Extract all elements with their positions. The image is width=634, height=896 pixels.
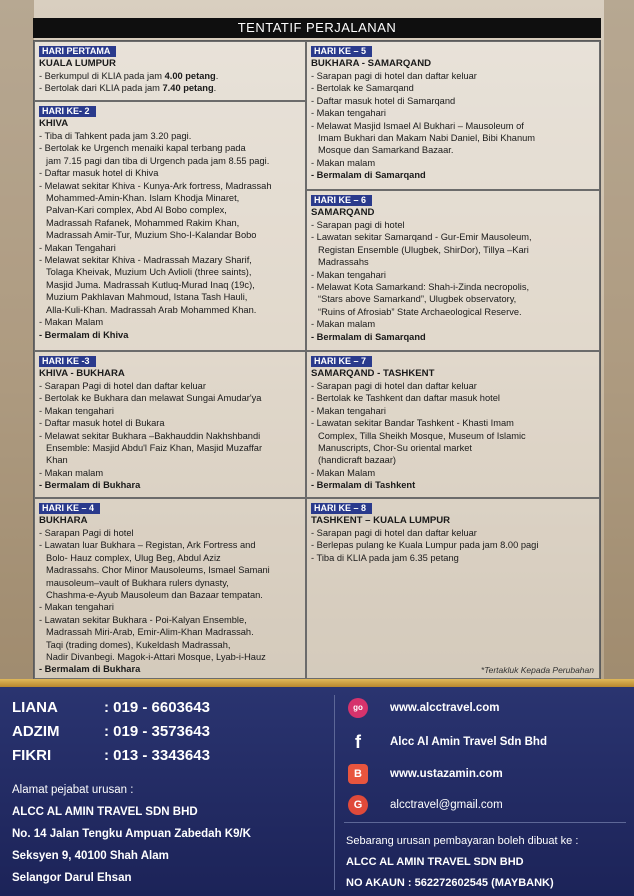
itinerary-line xyxy=(39,539,301,551)
line-text: Madrassah Amir-Tur, Muzium Sho-I-Kalandar Bobo xyxy=(46,230,257,241)
social-text[interactable]: www.ustazamin.com xyxy=(390,768,503,780)
itinerary-line xyxy=(39,663,301,675)
day-cell xyxy=(34,101,306,351)
line-text: - Bertolak dari KLIA pada jam xyxy=(39,83,163,94)
day-cell xyxy=(306,190,600,351)
itinerary-line xyxy=(39,155,301,167)
disclaimer-note: *Tertakluk Kepada Perubahan xyxy=(480,665,594,675)
line-text: - Bertolak ke Urgench menaiki kapal terbang pada xyxy=(39,143,246,154)
address-label: Alamat pejabat urusan : xyxy=(12,784,134,796)
itinerary-line xyxy=(39,442,301,454)
itinerary-line xyxy=(311,405,595,417)
itinerary-grid xyxy=(33,40,601,680)
itinerary-line xyxy=(311,82,595,94)
itinerary-line xyxy=(39,204,301,216)
line-text: - Makan Malam xyxy=(39,317,104,328)
line-text: Madrassah Rafanek, Mohammed Rakim Khan, xyxy=(46,217,240,228)
line-text: - Lawatan sekitar Samarqand - Gur-Emir Mausoleum, xyxy=(311,232,532,243)
line-text: Chashma-e-Ayub Mausoleum dan Bazaar tempatan. xyxy=(46,590,263,601)
social-text[interactable]: www.alcctravel.com xyxy=(390,702,500,714)
itinerary-line xyxy=(39,279,301,291)
day-cell xyxy=(34,351,306,498)
line-text: - Melawat sekitar Khiva - Kunya-Ark fortress, Madrassah xyxy=(39,180,272,191)
page-title: TENTATIF PERJALANAN xyxy=(33,18,601,38)
line-text: Madrassahs xyxy=(318,257,369,268)
day-destination: KHIVA xyxy=(39,118,69,129)
payment-label: Sebarang urusan pembayaran boleh dibuat ke : xyxy=(346,835,579,847)
itinerary-line xyxy=(311,467,595,479)
itinerary-line xyxy=(39,304,301,316)
line-bold: - Bermalam di Bukhara xyxy=(39,480,141,491)
line-text: Madrassah Miri-Arab, Emir-Alim-Khan Madrassah. xyxy=(46,627,254,638)
contact-name: ADZIM xyxy=(12,723,60,740)
line-text: Tolaga Kheivak, Muzium Uch Avlioli (three saints), xyxy=(46,267,252,278)
day-cell xyxy=(34,41,306,101)
line-text: - Makan malam xyxy=(39,467,104,478)
itinerary-line xyxy=(39,380,301,392)
line-text: - Makan tengahari xyxy=(311,405,386,416)
itinerary-line xyxy=(311,107,595,119)
line-text: - Makan tengahari xyxy=(39,405,114,416)
itinerary-line xyxy=(39,254,301,266)
line-text: Khan xyxy=(46,455,68,466)
address-line: ALCC AL AMIN TRAVEL SDN BHD xyxy=(12,806,198,818)
itinerary-line xyxy=(39,614,301,626)
line-text: - Lawatan sekitar Bandar Tashkent - Khasti Imam xyxy=(311,418,514,429)
itinerary-line xyxy=(311,281,595,293)
itinerary-line xyxy=(39,392,301,404)
facebook-icon: f xyxy=(355,732,361,752)
line-text: - Melawat sekitar Khiva - Madrassah Mazary Sharif, xyxy=(39,255,252,266)
line-text: - Bertolak ke Bukhara dan melawat Sungai Amudar'ya xyxy=(39,393,262,404)
itinerary-line xyxy=(39,589,301,601)
day-tag: HARI PERTAMA xyxy=(39,46,116,57)
itinerary-line xyxy=(39,577,301,589)
itinerary-line xyxy=(39,180,301,192)
social-text[interactable]: Alcc Al Amin Travel Sdn Bhd xyxy=(390,736,547,748)
day-destination: TASHKENT – KUALA LUMPUR xyxy=(311,515,451,526)
line-text: - Makan tengahari xyxy=(39,602,114,613)
itinerary-line xyxy=(39,417,301,429)
line-text: - Sarapan pagi di hotel dan daftar keluar xyxy=(311,528,477,538)
line-text: Nadir Divanbegi. Magok-i-Attari Mosque, Lyab-i-Hauz xyxy=(46,652,266,663)
line-text: Registan Ensemble (Ulugbek, ShirDor), Tillya –Kari xyxy=(318,244,529,255)
itinerary-line xyxy=(311,539,595,551)
line-text: - Melawat Masjid Ismael Al Bukhari – Mausoleum of xyxy=(311,120,524,131)
itinerary-line xyxy=(311,479,595,491)
line-text: - Makan tengahari xyxy=(311,108,386,119)
line-text: Muzium Pakhlavan Mahmoud, Istana Tash Hauli, xyxy=(46,292,248,303)
line-text: Mohammed-Amin-Khan. Islam Khodja Minaret, xyxy=(46,193,240,204)
itinerary-line xyxy=(39,229,301,241)
line-text: - Berkumpul di KLIA pada jam xyxy=(39,71,165,81)
itinerary-line xyxy=(311,157,595,169)
day-tag: HARI KE – 8 xyxy=(311,503,372,514)
line-bold: - Bermalam di Khiva xyxy=(39,329,129,340)
day-destination: BUKHARA xyxy=(39,515,88,526)
background-pillar-left xyxy=(0,0,34,686)
itinerary-line xyxy=(311,132,595,144)
line-bold: - Bermalam di Samarqand xyxy=(311,331,426,342)
itinerary-line xyxy=(311,442,595,454)
itinerary-line xyxy=(39,192,301,204)
contact-phone[interactable]: : 019 - 3573643 xyxy=(104,723,210,740)
line-text: - Sarapan pagi di hotel dan daftar keluar xyxy=(311,381,477,391)
footer xyxy=(0,687,634,896)
itinerary-line xyxy=(39,467,301,479)
itinerary-line xyxy=(311,269,595,281)
itinerary-line xyxy=(311,331,595,343)
itinerary-line xyxy=(39,142,301,154)
itinerary-line xyxy=(311,306,595,318)
itinerary-line xyxy=(39,167,301,179)
itinerary-line xyxy=(311,293,595,305)
line-text: - Melawat sekitar Bukhara –Bakhauddin Nakhshbandi xyxy=(39,430,261,441)
itinerary-line xyxy=(39,626,301,638)
itinerary-line xyxy=(311,380,595,392)
line-bold: - Bermalam di Bukhara xyxy=(39,664,141,675)
line-bold: 4.00 petang xyxy=(164,71,216,81)
line-text: - Daftar masuk hotel di Khiva xyxy=(39,168,159,179)
itinerary-line xyxy=(39,316,301,328)
social-text[interactable]: alcctravel@gmail.com xyxy=(390,799,503,811)
itinerary-line xyxy=(311,70,595,82)
itinerary-line xyxy=(39,329,301,341)
itinerary-line xyxy=(39,552,301,564)
itinerary-line xyxy=(39,601,301,613)
contact-row xyxy=(12,723,210,741)
social-facebook[interactable] xyxy=(352,732,547,752)
address-line: Selangor Darul Ehsan xyxy=(12,872,132,884)
itinerary-line xyxy=(311,527,595,539)
itinerary-line xyxy=(311,454,595,466)
day-tag: HARI KE – 4 xyxy=(39,503,100,514)
payment-divider xyxy=(344,822,626,823)
background-pillar-right xyxy=(604,0,634,686)
itinerary-line xyxy=(311,552,595,564)
itinerary-line xyxy=(39,291,301,303)
day-tag: HARI KE – 6 xyxy=(311,195,372,206)
address-line: No. 14 Jalan Tengku Ampuan Zabedah K9/K xyxy=(12,828,251,840)
day-tag: HARI KE – 5 xyxy=(311,46,372,57)
itinerary-line xyxy=(311,244,595,256)
line-text: - Makan Malam xyxy=(311,467,376,478)
line-text: Bolo- Hauz complex, Ulug Beg, Abdul Aziz xyxy=(46,552,221,563)
line-text: mausoleum–vault of Bukhara rulers dynasty, xyxy=(46,577,229,588)
day-destination: SAMARQAND xyxy=(311,207,375,218)
itinerary-line xyxy=(39,405,301,417)
itinerary-line xyxy=(39,564,301,576)
itinerary-line xyxy=(39,266,301,278)
contact-phone[interactable]: : 019 - 6603643 xyxy=(104,699,210,716)
line-text: Madrassahs. Chor Minor Mausoleums, Ismael Samani xyxy=(46,565,270,576)
itinerary-line xyxy=(311,417,595,429)
day-cell xyxy=(34,498,306,679)
payment-company: ALCC AL AMIN TRAVEL SDN BHD xyxy=(346,856,524,868)
itinerary-line xyxy=(39,430,301,442)
line-text: Mosque dan Samarkand Bazaar. xyxy=(318,145,454,156)
day-destination: KHIVA - BUKHARA xyxy=(39,368,125,379)
line-text: - Lawatan luar Bukhara – Registan, Ark Fortress and xyxy=(39,540,256,551)
line-suffix: . xyxy=(215,71,219,81)
website-icon: go xyxy=(348,698,368,718)
footer-divider xyxy=(334,695,335,890)
line-bold: - Bermalam di Tashkent xyxy=(311,480,416,491)
itinerary-line xyxy=(39,70,301,82)
itinerary-line xyxy=(39,527,301,539)
social-blogger[interactable] xyxy=(352,767,503,781)
line-text: - Daftar masuk hotel di Samarqand xyxy=(311,95,456,106)
day-tag: HARI KE -3 xyxy=(39,356,96,367)
contact-name: FIKRI xyxy=(12,747,52,764)
itinerary-line xyxy=(311,144,595,156)
line-text: - Bertolak ke Samarqand xyxy=(311,83,414,94)
itinerary-line xyxy=(39,82,301,94)
line-text: - Makan Tengahari xyxy=(39,242,116,253)
line-text: - Daftar masuk hotel di Bukara xyxy=(39,418,165,429)
day-destination: KUALA LUMPUR xyxy=(39,58,116,69)
line-text: Alla-Kuli-Khan. Madrassah Arab Mohammed Khan. xyxy=(46,304,257,315)
line-text: Taqi (trading domes), Kukeldash Madrassah, xyxy=(46,639,231,650)
line-text: - Tiba di KLIA pada jam 6.35 petang xyxy=(311,552,459,563)
line-text: “Ruins of Afrosiab” State Archaeological Reserve. xyxy=(318,306,522,317)
line-text: - Lawatan sekitar Bukhara - Poi-Kalyan Ensemble, xyxy=(39,614,247,625)
line-text: - Melawat Kota Samarkand: Shah-i-Zinda necropolis, xyxy=(311,282,530,293)
line-text: Masjid Juma. Madrassah Kutluq-Murad Inaq (19c), xyxy=(46,279,255,290)
line-text: Ensemble: Masjid Abdu'l Faiz Khan, Masjid Muzaffar xyxy=(46,443,263,454)
itinerary-line xyxy=(39,217,301,229)
itinerary-line xyxy=(311,231,595,243)
gmail-icon: G xyxy=(348,795,368,815)
contact-name: LIANA xyxy=(12,699,58,716)
line-text: Complex, Tilla Sheikh Mosque, Museum of Islamic xyxy=(318,430,526,441)
day-cell xyxy=(306,498,600,679)
itinerary-line xyxy=(39,639,301,651)
itinerary-line xyxy=(39,479,301,491)
line-text: Palvan-Kari complex, Abd Al Bobo complex, xyxy=(46,205,227,216)
line-text: - Sarapan Pagi di hotel xyxy=(39,528,134,538)
line-text: - Makan malam xyxy=(311,157,376,168)
line-text: - Makan malam xyxy=(311,319,376,330)
day-tag: HARI KE- 2 xyxy=(39,106,96,117)
contact-row xyxy=(12,747,210,765)
line-text: - Tiba di Tahkent pada jam 3.20 pagi. xyxy=(39,131,192,141)
line-suffix: . xyxy=(213,83,217,94)
payment-account: NO AKAUN : 562272602545 (MAYBANK) xyxy=(346,877,554,889)
itinerary-line xyxy=(311,256,595,268)
itinerary-line xyxy=(39,130,301,142)
line-text: - Sarapan pagi di hotel dan daftar keluar xyxy=(311,71,477,81)
itinerary-line xyxy=(311,120,595,132)
line-text: “Stars above Samarkand”, Ulugbek observatory, xyxy=(318,294,517,305)
line-bold: 7.40 petang xyxy=(162,83,214,94)
line-text: - Makan tengahari xyxy=(311,269,386,280)
day-destination: BUKHARA - SAMARQAND xyxy=(311,58,432,69)
itinerary-line xyxy=(311,392,595,404)
itinerary-line xyxy=(311,219,595,231)
itinerary-line xyxy=(39,651,301,663)
line-text: Imam Bukhari dan Makam Nabi Daniel, Bibi Khanum xyxy=(318,133,536,144)
itinerary-line xyxy=(39,242,301,254)
itinerary-line xyxy=(311,430,595,442)
day-cell xyxy=(306,351,600,498)
line-text: (handicraft bazaar) xyxy=(318,455,397,466)
contact-phone[interactable]: : 013 - 3343643 xyxy=(104,747,210,764)
day-tag: HARI KE – 7 xyxy=(311,356,372,367)
line-text: jam 7.15 pagi dan tiba di Urgench pada jam 8.55 pagi. xyxy=(46,155,270,166)
line-text: - Sarapan pagi di hotel xyxy=(311,220,405,230)
itinerary-line xyxy=(311,169,595,181)
social-website[interactable] xyxy=(352,701,500,715)
line-text: Manuscripts, Chor-Su oriental market xyxy=(318,443,472,454)
day-destination: SAMARQAND - TASHKENT xyxy=(311,368,435,379)
contact-row xyxy=(12,699,210,717)
line-bold: - Bermalam di Samarqand xyxy=(311,170,426,181)
itinerary-line xyxy=(39,454,301,466)
gold-divider xyxy=(0,679,634,687)
day-cell xyxy=(306,41,600,190)
line-text: - Bertolak ke Tashkent dan daftar masuk hotel xyxy=(311,393,500,404)
line-text: - Berlepas pulang ke Kuala Lumpur pada jam 8.00 pagi xyxy=(311,540,539,551)
blogger-icon: B xyxy=(348,764,368,784)
itinerary-line xyxy=(311,95,595,107)
itinerary-line xyxy=(311,318,595,330)
address-line: Seksyen 9, 40100 Shah Alam xyxy=(12,850,169,862)
line-text: - Sarapan Pagi di hotel dan daftar keluar xyxy=(39,381,206,391)
social-gmail[interactable] xyxy=(352,798,503,812)
